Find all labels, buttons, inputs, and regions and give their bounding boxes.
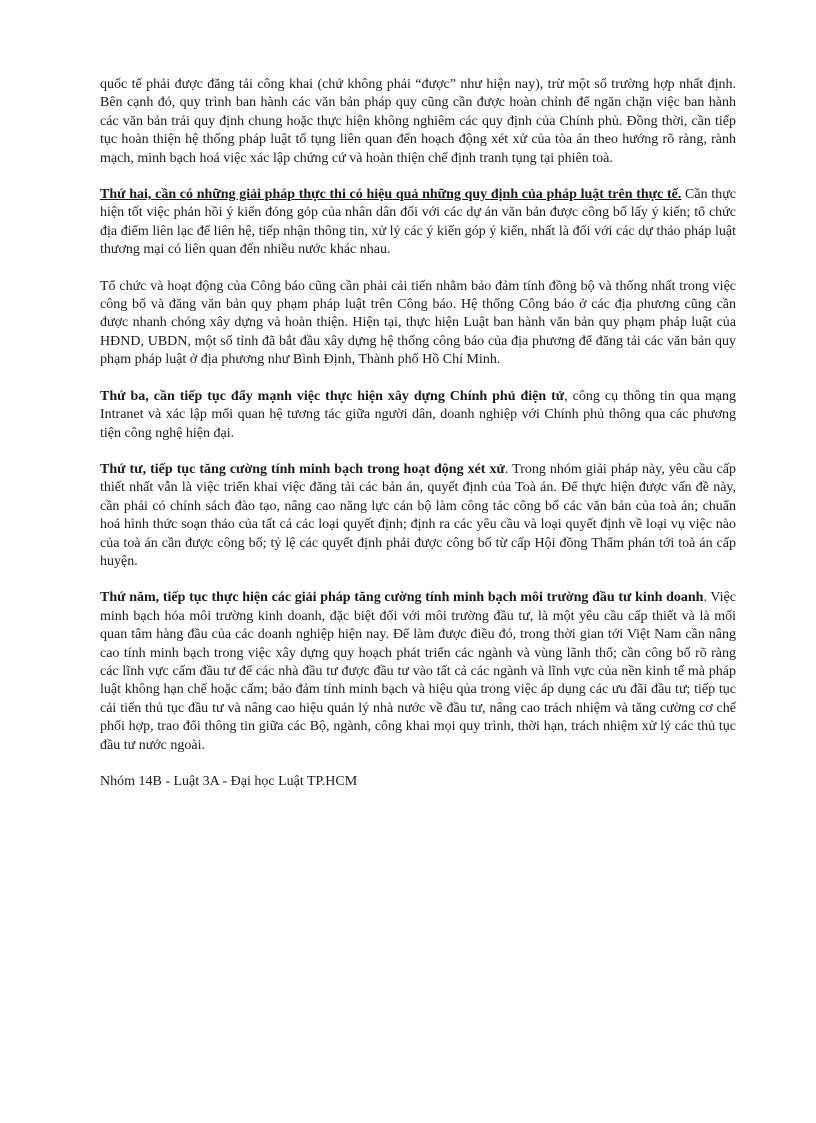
paragraph-third-solution bbox=[100, 388, 736, 443]
paragraph-heading-second: Thứ hai, cần có những giải pháp thực thi có hiệu quả những quy định của pháp luật trên thực tế. bbox=[100, 187, 682, 203]
paragraph-fourth-solution bbox=[100, 461, 736, 571]
paragraph-body: , công cụ thông tin qua mạng Intranet và xác lập mối quan hệ tương tác giữa người dân, doanh nghiệp với Chính phủ thông qua các phương tiện công nghệ hiện đại. bbox=[100, 388, 736, 441]
document-footer: Nhóm 14B - Luật 3A - Đại học Luật TP.HCM bbox=[100, 774, 358, 789]
paragraph-heading-fourth: Thứ tư, tiếp tục tăng cường tính minh bạch trong hoạt động xét xử bbox=[100, 461, 505, 477]
paragraph-gazette bbox=[100, 278, 736, 370]
paragraph-body: Tổ chức và hoạt động của Công báo cũng cần phải cải tiến nhằm bảo đảm tính đồng bộ và thống nhất trong việc công bố và đăng văn bản quy phạm pháp luật trên Công báo. Hệ thống Công báo ở các địa phương cũng cần được nhanh chóng xây dựng và hoàn thiện. Hiện tại, thực hiện Luật ban hành văn bản quy phạm pháp luật của HĐND, UBDN, một số tỉnh đã bắt đầu xây dựng hệ thống công báo của địa phương để đăng tải các văn bản quy phạm pháp luật ở địa phương như Bình Định, Thành phố Hồ Chí Minh. bbox=[100, 278, 736, 368]
paragraph-intro-continuation bbox=[100, 76, 736, 168]
document-page bbox=[100, 76, 736, 791]
paragraph-fifth-solution bbox=[100, 589, 736, 755]
paragraph-body: . Trong nhóm giải pháp này, yêu cầu cấp thiết nhất vẫn là việc triển khai việc đăng tải các bản án, quyết định của Toà án. Để thực hiện được vấn đề này, cần phải có chính sách đào tạo, nâng cao năng lực cán bộ làm công tác công bố các văn bản của toà án; chuẩn hoá hình thức soạn thảo của tất cả các loại quyết định; định ra các yêu cầu và loại quyết định về loại vụ việc nào của toà án cần được công bố; tỷ lệ các quyết định phải được công bố từ cấp Hội đồng Thẩm phán tới toà án cấp huyện. bbox=[100, 461, 736, 569]
paragraph-body: Cần thực hiện tốt việc phản hồi ý kiến đóng góp của nhân dân đối với các dự án văn bản được công bố lấy ý kiến; tổ chức địa điểm liên lạc để liên hệ, tiếp nhận thông tin, xử lý các ý kiến góp ý kiến, nhất là đối với các dự thảo pháp luật thương mại có liên quan đến nhiều nước khác nhau. bbox=[100, 187, 736, 258]
paragraph-body: . Việc minh bạch hóa môi trường kinh doanh, đặc biệt đối với môi trường đầu tư, là một yêu cầu cấp thiết và là mối quan tâm hàng đầu của các doanh nghiệp hiện nay. Để làm được điều đó, trong thời gian tới Việt Nam cần nâng cao tính minh bạch trong việc xây dựng quy hoạch phát triển các ngành và vùng lãnh thổ; cần công bố rõ ràng các lĩnh vực cấm đầu tư để các nhà đầu tư được đầu tư vào tất cả các ngành và lĩnh vực của nền kinh tế mà pháp luật không hạn chế hoặc cấm; bảo đảm tính minh bạch và hiệu qủa trong việc áp dụng các ưu đãi đầu tư; tiếp tục cải tiến thủ tục đầu tư và nâng cao hiệu quản lý nhà nước về đầu tư, nâng cao trách nhiệm và tăng cường cơ chế phối hợp, trao đổi thông tin giữa các Bộ, ngành, công khai mọi quy trình, thời hạn, trách nhiệm xử lý các thủ tục đầu tư nước ngoài. bbox=[100, 590, 736, 753]
paragraph-heading-third: Thứ ba, cần tiếp tục đẩy mạnh việc thực hiện xây dựng Chính phủ điện tử bbox=[100, 388, 565, 404]
paragraph-second-solution bbox=[100, 186, 736, 260]
paragraph-body: quốc tế phải được đăng tải công khai (chứ không phải “được” như hiện nay), trừ một số trường hợp nhất định. Bên cạnh đó, quy trình ban hành các văn bản pháp quy cũng cần được hoàn chỉnh để ngăn chặn việc ban hành các văn bản trái quy định chung hoặc thực hiện không nghiêm các quy định của Chính phủ. Đồng thời, cần tiếp tục hoàn thiện hệ thống pháp luật tố tụng liên quan đến hoạch động xét xử của tòa án theo hướng rõ ràng, rành mạch, minh bạch hoá việc xác lập chứng cứ và hoàn thiện chế định tranh tụng tại phiên toà. bbox=[100, 77, 736, 166]
paragraph-heading-fifth: Thứ năm, tiếp tục thực hiện các giải pháp tăng cường tính minh bạch môi trường đầu tư kinh doanh bbox=[100, 590, 704, 606]
